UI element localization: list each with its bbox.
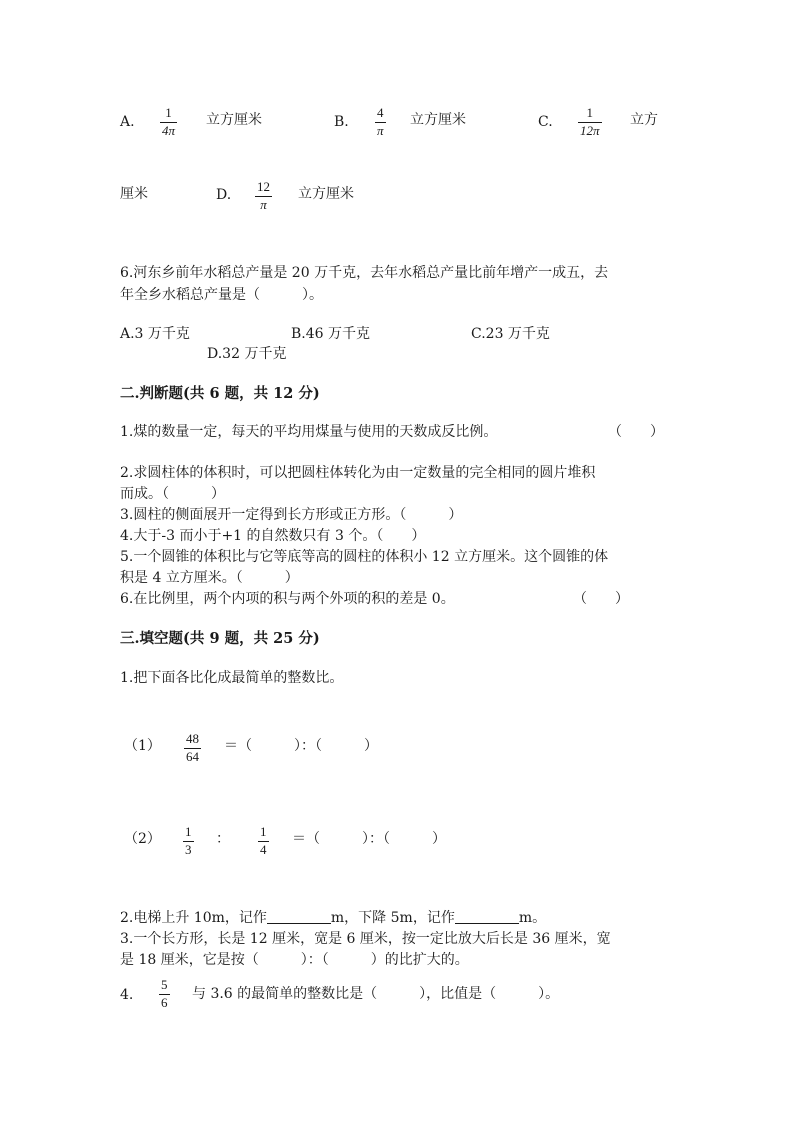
fill-item-1-sub2-ratio: ＝（ ）：（ ） — [292, 831, 446, 847]
section-heading-true-false: 二.判断题(共 6 题，共 12 分) — [120, 385, 320, 402]
fill-item-1-sub2-fraction-2 — [258, 825, 269, 858]
q5-option-d-unit: 立方厘米 — [298, 186, 354, 202]
q6-option-a: A.3 万千克 — [120, 326, 190, 342]
q5-option-b-unit: 立方厘米 — [410, 112, 466, 128]
answer-blank — [267, 910, 331, 924]
tf-item-2-line2: 而成。（ ） — [120, 486, 225, 502]
fill-item-1-sub2-fraction-1 — [183, 825, 194, 858]
q6-text-line1: 6.河东乡前年水稻总产量是 20 万千克，去年水稻总产量比前年增产一成五，去 — [120, 265, 609, 281]
fill-item-3-line1: 3.一个长方形，长是 12 厘米，宽是 6 厘米，按一定比放大后长是 36 厘米，宽 — [120, 931, 611, 947]
tf-item-1-answer-paren: （ ） — [608, 424, 664, 440]
q5-option-d-fraction — [255, 180, 272, 213]
tf-item-6-answer-paren: （ ） — [573, 591, 629, 607]
tf-item-4: 4.大于-3 而小于+1 的自然数只有 3 个。（ ） — [120, 528, 426, 544]
fraction-denominator: 4π — [162, 122, 176, 138]
answer-blank — [455, 910, 519, 924]
fraction-numerator: 12 — [257, 179, 270, 194]
fill-item-1-sub1-fraction — [184, 732, 201, 765]
fill-item-4-text: 与 3.6 的最简单的整数比是（ ），比值是（ ）。 — [192, 986, 560, 1002]
tf-item-1: 1.煤的数量一定，每天的平均用煤量与使用的天数成反比例。 — [120, 424, 498, 440]
fill-item-2 — [120, 910, 546, 927]
q6-option-b: B.46 万千克 — [291, 326, 371, 342]
fill-item-1-sub2-label: （2） — [124, 831, 161, 847]
fraction-numerator: 1 — [586, 105, 593, 120]
fill-item-2-text-c: m。 — [518, 910, 547, 926]
fill-item-1: 1.把下面各比化成最简单的整数比。 — [120, 670, 344, 686]
fraction-numerator: 48 — [186, 731, 199, 746]
fill-item-3-line2: 是 18 厘米，它是按（ ）：（ ）的比扩大的。 — [120, 952, 469, 968]
fraction-denominator: 12π — [580, 122, 600, 138]
fraction-denominator: 4 — [260, 841, 267, 857]
fraction-denominator: π — [260, 196, 267, 212]
q5-option-c-unit-continued: 厘米 — [120, 186, 148, 202]
tf-item-6: 6.在比例里，两个内项的积与两个外项的积的差是 0。 — [120, 591, 455, 607]
fill-item-4-label: 4. — [120, 987, 134, 1003]
fraction-numerator: 1 — [260, 824, 267, 839]
q6-text-line2: 年全乡水稻总产量是（ ）。 — [120, 287, 323, 303]
fraction-numerator: 4 — [377, 105, 384, 120]
q5-option-a-unit: 立方厘米 — [206, 112, 262, 128]
tf-item-3: 3.圆柱的侧面展开一定得到长方形或正方形。（ ） — [120, 507, 463, 523]
tf-item-5-line2: 积是 4 立方厘米。（ ） — [120, 570, 299, 586]
fraction-numerator: 1 — [185, 824, 192, 839]
q5-option-a-fraction — [160, 106, 177, 139]
q5-option-c-label: C. — [538, 114, 553, 130]
q5-option-d-label: D. — [216, 187, 232, 203]
fill-item-1-sub1-ratio: ＝（ ）：（ ） — [224, 738, 378, 754]
q5-option-a-label: A. — [120, 114, 135, 130]
fraction-numerator: 5 — [161, 977, 168, 992]
fraction-denominator: π — [377, 122, 384, 138]
q5-option-b-fraction — [375, 106, 386, 139]
q5-option-c-unit: 立方 — [630, 112, 658, 128]
q5-option-c-fraction — [578, 106, 602, 139]
fill-item-4-fraction — [159, 978, 170, 1011]
section-heading-fill-blank: 三.填空题(共 9 题，共 25 分) — [120, 630, 320, 647]
fraction-denominator: 3 — [185, 841, 192, 857]
fill-item-2-text-b: m，下降 5m，记作 — [330, 910, 455, 926]
tf-item-5-line1: 5.一个圆锥的体积比与它等底等高的圆柱的体积小 12 立方厘米。这个圆锥的体 — [120, 549, 609, 565]
fill-item-2-text-a: 2.电梯上升 10m，记作 — [120, 910, 267, 926]
fill-item-1-sub2-colon: ： — [216, 831, 230, 847]
q6-option-c: C.23 万千克 — [471, 326, 550, 342]
fraction-denominator: 6 — [161, 994, 168, 1010]
tf-item-2-line1: 2.求圆柱体的体积时，可以把圆柱体转化为由一定数量的完全相同的圆片堆积 — [120, 465, 596, 481]
fraction-denominator: 64 — [186, 748, 199, 764]
fill-item-1-sub1-label: （1） — [124, 738, 161, 754]
q6-option-d: D.32 万千克 — [207, 346, 287, 362]
q5-option-b-label: B. — [334, 114, 349, 130]
fraction-numerator: 1 — [165, 105, 172, 120]
